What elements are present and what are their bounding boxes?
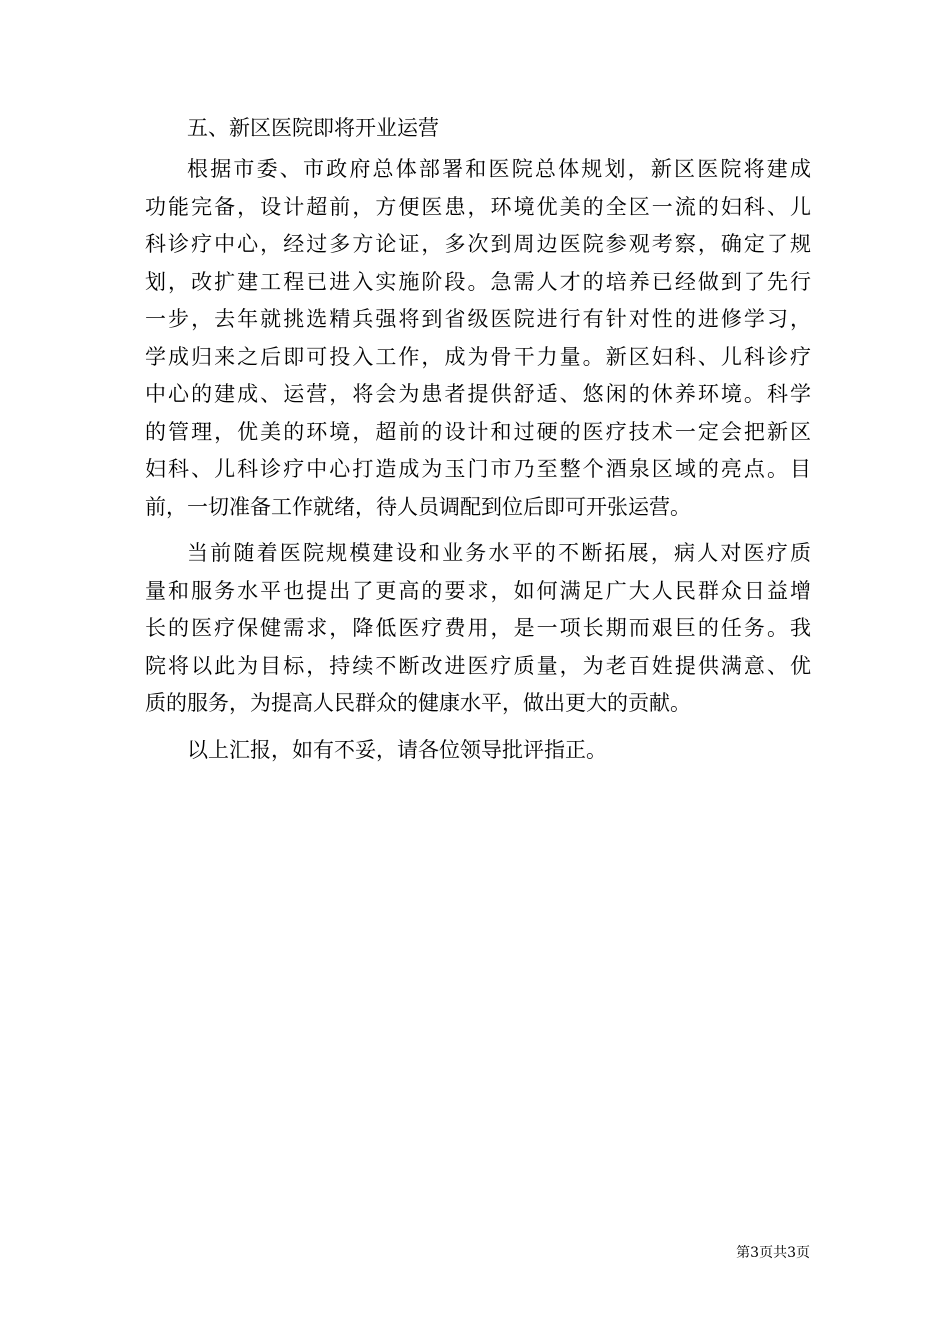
paragraph-closing (145, 732, 811, 770)
paragraph-line: 量和服务水平也提出了更高的要求，如何满足广大人民群众日益增 (145, 578, 811, 603)
paragraph-line: 前，一切准备工作就绪，待人员调配到位后即可开张运营。 (145, 494, 691, 519)
paragraph-line: 学成归来之后即可投入工作，成为骨干力量。新区妇科、儿科诊疗 (145, 344, 811, 369)
paragraph-line: 科诊疗中心，经过多方论证，多次到周边医院参观考察，确定了规 (145, 232, 811, 256)
page-number: 第3页共3页 (736, 1245, 810, 1261)
paragraph-quality-goals (145, 535, 811, 723)
paragraph-line: 的管理，优美的环境，超前的设计和过硬的医疗技术一定会把新区 (145, 419, 811, 444)
paragraph-line: 长的医疗保健需求，降低医疗费用，是一项长期而艰巨的任务。我 (145, 616, 811, 640)
paragraph-line: 以上汇报，如有不妥，请各位领导批评指正。 (187, 737, 607, 762)
paragraph-line: 一步，去年就挑选精兵强将到省级医院进行有针对性的进修学习， (145, 307, 811, 331)
paragraph-new-hospital (145, 151, 811, 526)
paragraph-line: 功能完备，设计超前，方便医患，环境优美的全区一流的妇科、儿 (145, 194, 811, 219)
paragraph-line: 根据市委、市政府总体部署和医院总体规划，新区医院将建成 (187, 157, 811, 181)
paragraph-line: 院将以此为目标，持续不断改进医疗质量，为老百姓提供满意、优 (145, 653, 811, 678)
paragraph-line: 划，改扩建工程已进入实施阶段。急需人才的培养已经做到了先行 (145, 269, 811, 294)
document-page (145, 114, 811, 769)
paragraph-line: 妇科、儿科诊疗中心打造成为玉门市乃至整个酒泉区域的亮点。目 (145, 457, 811, 481)
paragraph-line: 质的服务，为提高人民群众的健康水平，做出更大的贡献。 (145, 691, 691, 715)
section-heading: 五、新区医院即将开业运营 (187, 116, 439, 140)
paragraph-line: 中心的建成、运营，将会为患者提供舒适、悠闲的休养环境。科学 (145, 382, 811, 406)
paragraph-line: 当前随着医院规模建设和业务水平的不断拓展，病人对医疗质 (187, 541, 811, 565)
